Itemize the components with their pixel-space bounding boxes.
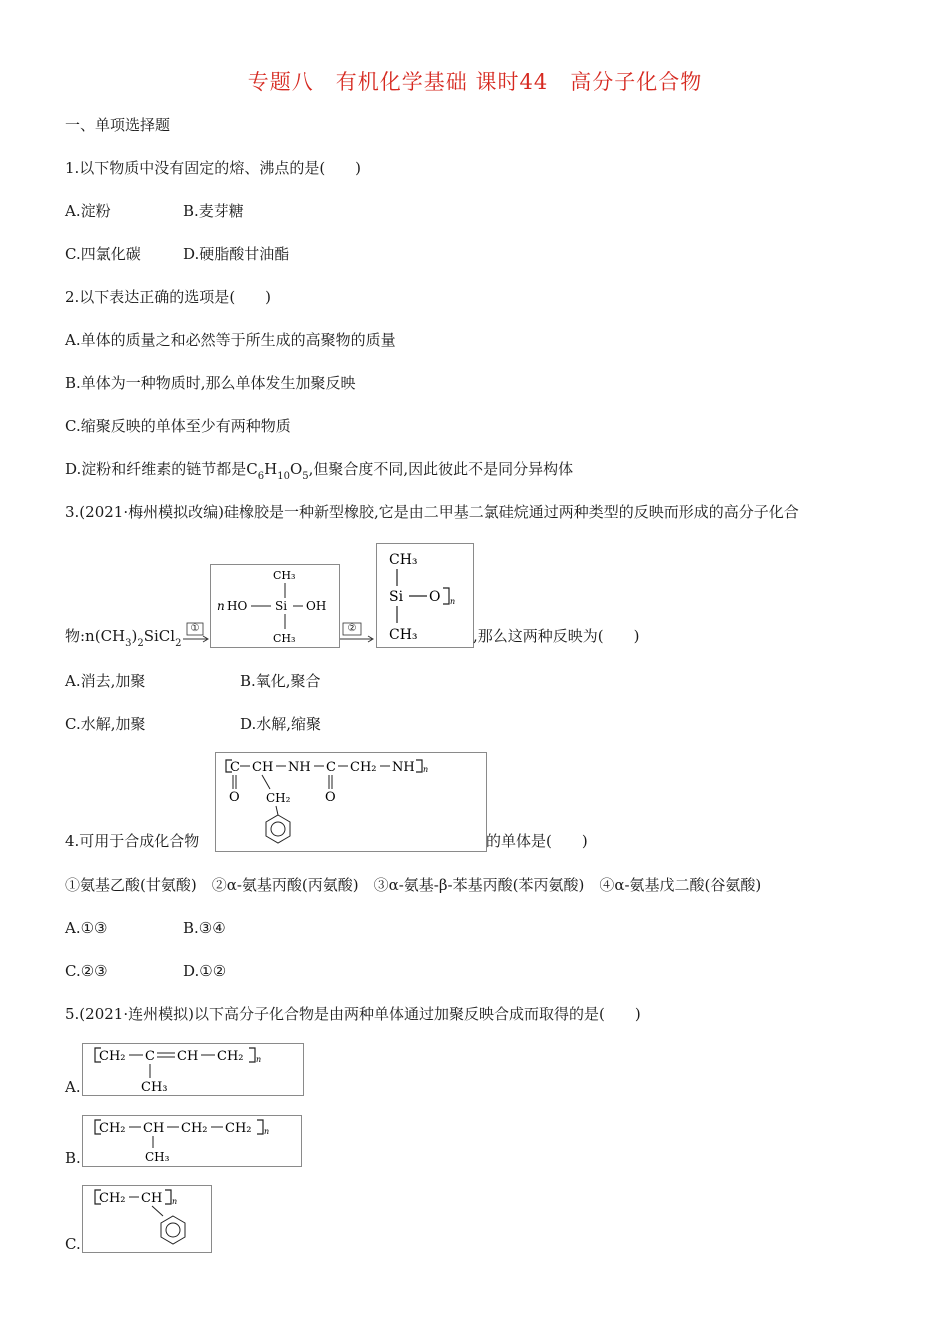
svg-text:CH₂: CH₂ [350,760,377,775]
svg-text:CH: CH [177,1049,199,1064]
q2-d-o: O [289,460,303,478]
q4-option-d: D.①② [183,962,227,980]
svg-text:CH₂: CH₂ [99,1191,126,1206]
q3-formula-sub: 3 [125,638,132,649]
reaction-arrow-2 [339,622,375,646]
q5-option-a-structure [82,1043,304,1096]
q5-option-c-structure [82,1185,212,1253]
q3-formula-paren: ) [131,627,138,645]
svg-text:n: n [256,1055,262,1064]
page-title: 专题八 有机化学基础 课时44 高分子化合物 [247,70,703,94]
q3-question-tail: ,那么这两种反映为( ) [473,627,640,645]
section-heading: 一、单项选择题 [65,116,171,134]
arrow-1-label: ① [190,623,200,634]
q5-stem: 5.(2021·连州模拟)以下高分子化合物是由两种单体通过加聚反映合成而取得的是( ) [65,1005,641,1023]
q2-option-d [65,460,573,481]
svg-text:CH₂: CH₂ [225,1121,252,1136]
svg-text:CH: CH [141,1191,163,1206]
q2-d-sub: 10 [277,471,290,482]
svg-text:CH₂: CH₂ [99,1121,126,1136]
q3-stem: 3.(2021·梅州模拟改编)硅橡胶是一种新型橡胶,它是由二甲基二氯硅烷通过两种类型的反映而形成的高分子化合 [65,503,799,521]
svg-text:Si: Si [275,599,288,613]
svg-text:NH: NH [288,760,311,775]
svg-text:CH₃: CH₃ [145,1150,170,1164]
q4-option-b: B.③④ [183,919,226,937]
q4-monomer-list: ①氨基乙酸(甘氨酸) ②α-氨基丙酸(丙氨酸) ③α-氨基-β-苯基丙酸(苯丙氨酸) ④α-氨基戊二酸(谷氨酸) [65,876,762,894]
svg-text:CH₃: CH₃ [389,627,418,643]
q2-d-text: D.淀粉和纤维素的链节都是C [65,460,258,478]
q3-option-c: C.水解,加聚 [65,715,146,733]
q2-option-a: A.单体的质量之和必然等于所生成的高聚物的质量 [65,331,396,349]
q5-option-b-label: B. [65,1149,81,1167]
q2-d-tail: ,但聚合度不同,因此彼此不是同分异构体 [308,460,574,478]
polypeptide-structure [215,752,487,852]
q2-d-sub: 5 [302,471,309,482]
q4-stem-start: 4.可用于合成化合物 [65,832,200,850]
q3-formula-sub: 2 [137,638,144,649]
svg-text:O: O [229,790,240,805]
q3-option-a: A.消去,加聚 [65,672,146,690]
silicone-polymer-structure [376,543,474,648]
svg-text:O: O [325,790,336,805]
svg-text:O: O [429,589,441,605]
arrow-2-label: ② [347,623,357,634]
svg-text:OH: OH [306,599,327,613]
svg-text:CH: CH [143,1121,165,1136]
svg-text:C: C [145,1049,155,1064]
svg-text:NH: NH [392,760,415,775]
q2-d-h: H [264,460,278,478]
svg-text:CH₂: CH₂ [99,1049,126,1064]
q4-stem-end: 的单体是( ) [486,832,588,850]
svg-text:n: n [264,1127,270,1136]
svg-text:CH₂: CH₂ [266,791,291,805]
q3-formula-sicl: SiCl [143,627,176,645]
svg-text:CH₃: CH₃ [273,632,296,645]
q3-formula [65,627,181,648]
q1-option-b: B.麦芽糖 [183,202,244,220]
svg-text:C: C [326,760,336,775]
svg-text:n: n [450,597,456,606]
q4-option-c: C.②③ [65,962,108,980]
q2-d-sub: 6 [257,471,265,482]
svg-text:C: C [230,760,240,775]
q5-option-b-structure [82,1115,302,1167]
svg-text:CH₂: CH₂ [217,1049,244,1064]
svg-text:n: n [423,765,429,774]
q3-option-d: D.水解,缩聚 [240,715,322,733]
svg-text:n: n [217,599,225,613]
q1-option-a: A.淀粉 [65,202,111,220]
svg-text:CH: CH [252,760,274,775]
q3-option-b: B.氧化,聚合 [240,672,321,690]
q4-option-a: A.①③ [65,919,108,937]
q1-stem: 1.以下物质中没有固定的熔、沸点的是( ) [65,159,362,177]
svg-text:CH₃: CH₃ [273,569,296,582]
svg-text:HO: HO [227,599,248,613]
q5-option-a-label: A. [65,1078,81,1096]
silanediol-structure [210,564,340,648]
svg-text:CH₃: CH₃ [389,552,418,568]
svg-text:CH₃: CH₃ [141,1080,168,1095]
q5-option-c-label: C. [65,1235,81,1253]
q2-option-b: B.单体为一种物质时,那么单体发生加聚反映 [65,374,356,392]
q2-stem: 2.以下表达正确的选项是( ) [65,288,272,306]
q2-option-c: C.缩聚反映的单体至少有两种物质 [65,417,291,435]
svg-text:CH₂: CH₂ [181,1121,208,1136]
svg-text:Si: Si [389,589,404,605]
reaction-arrow-1 [182,622,210,646]
q1-option-d: D.硬脂酸甘油酯 [183,245,290,263]
q3-formula-text: 物:n(CH [65,627,126,645]
svg-text:n: n [172,1197,178,1206]
q3-formula-sub: 2 [175,638,182,649]
q1-option-c: C.四氯化碳 [65,245,141,263]
